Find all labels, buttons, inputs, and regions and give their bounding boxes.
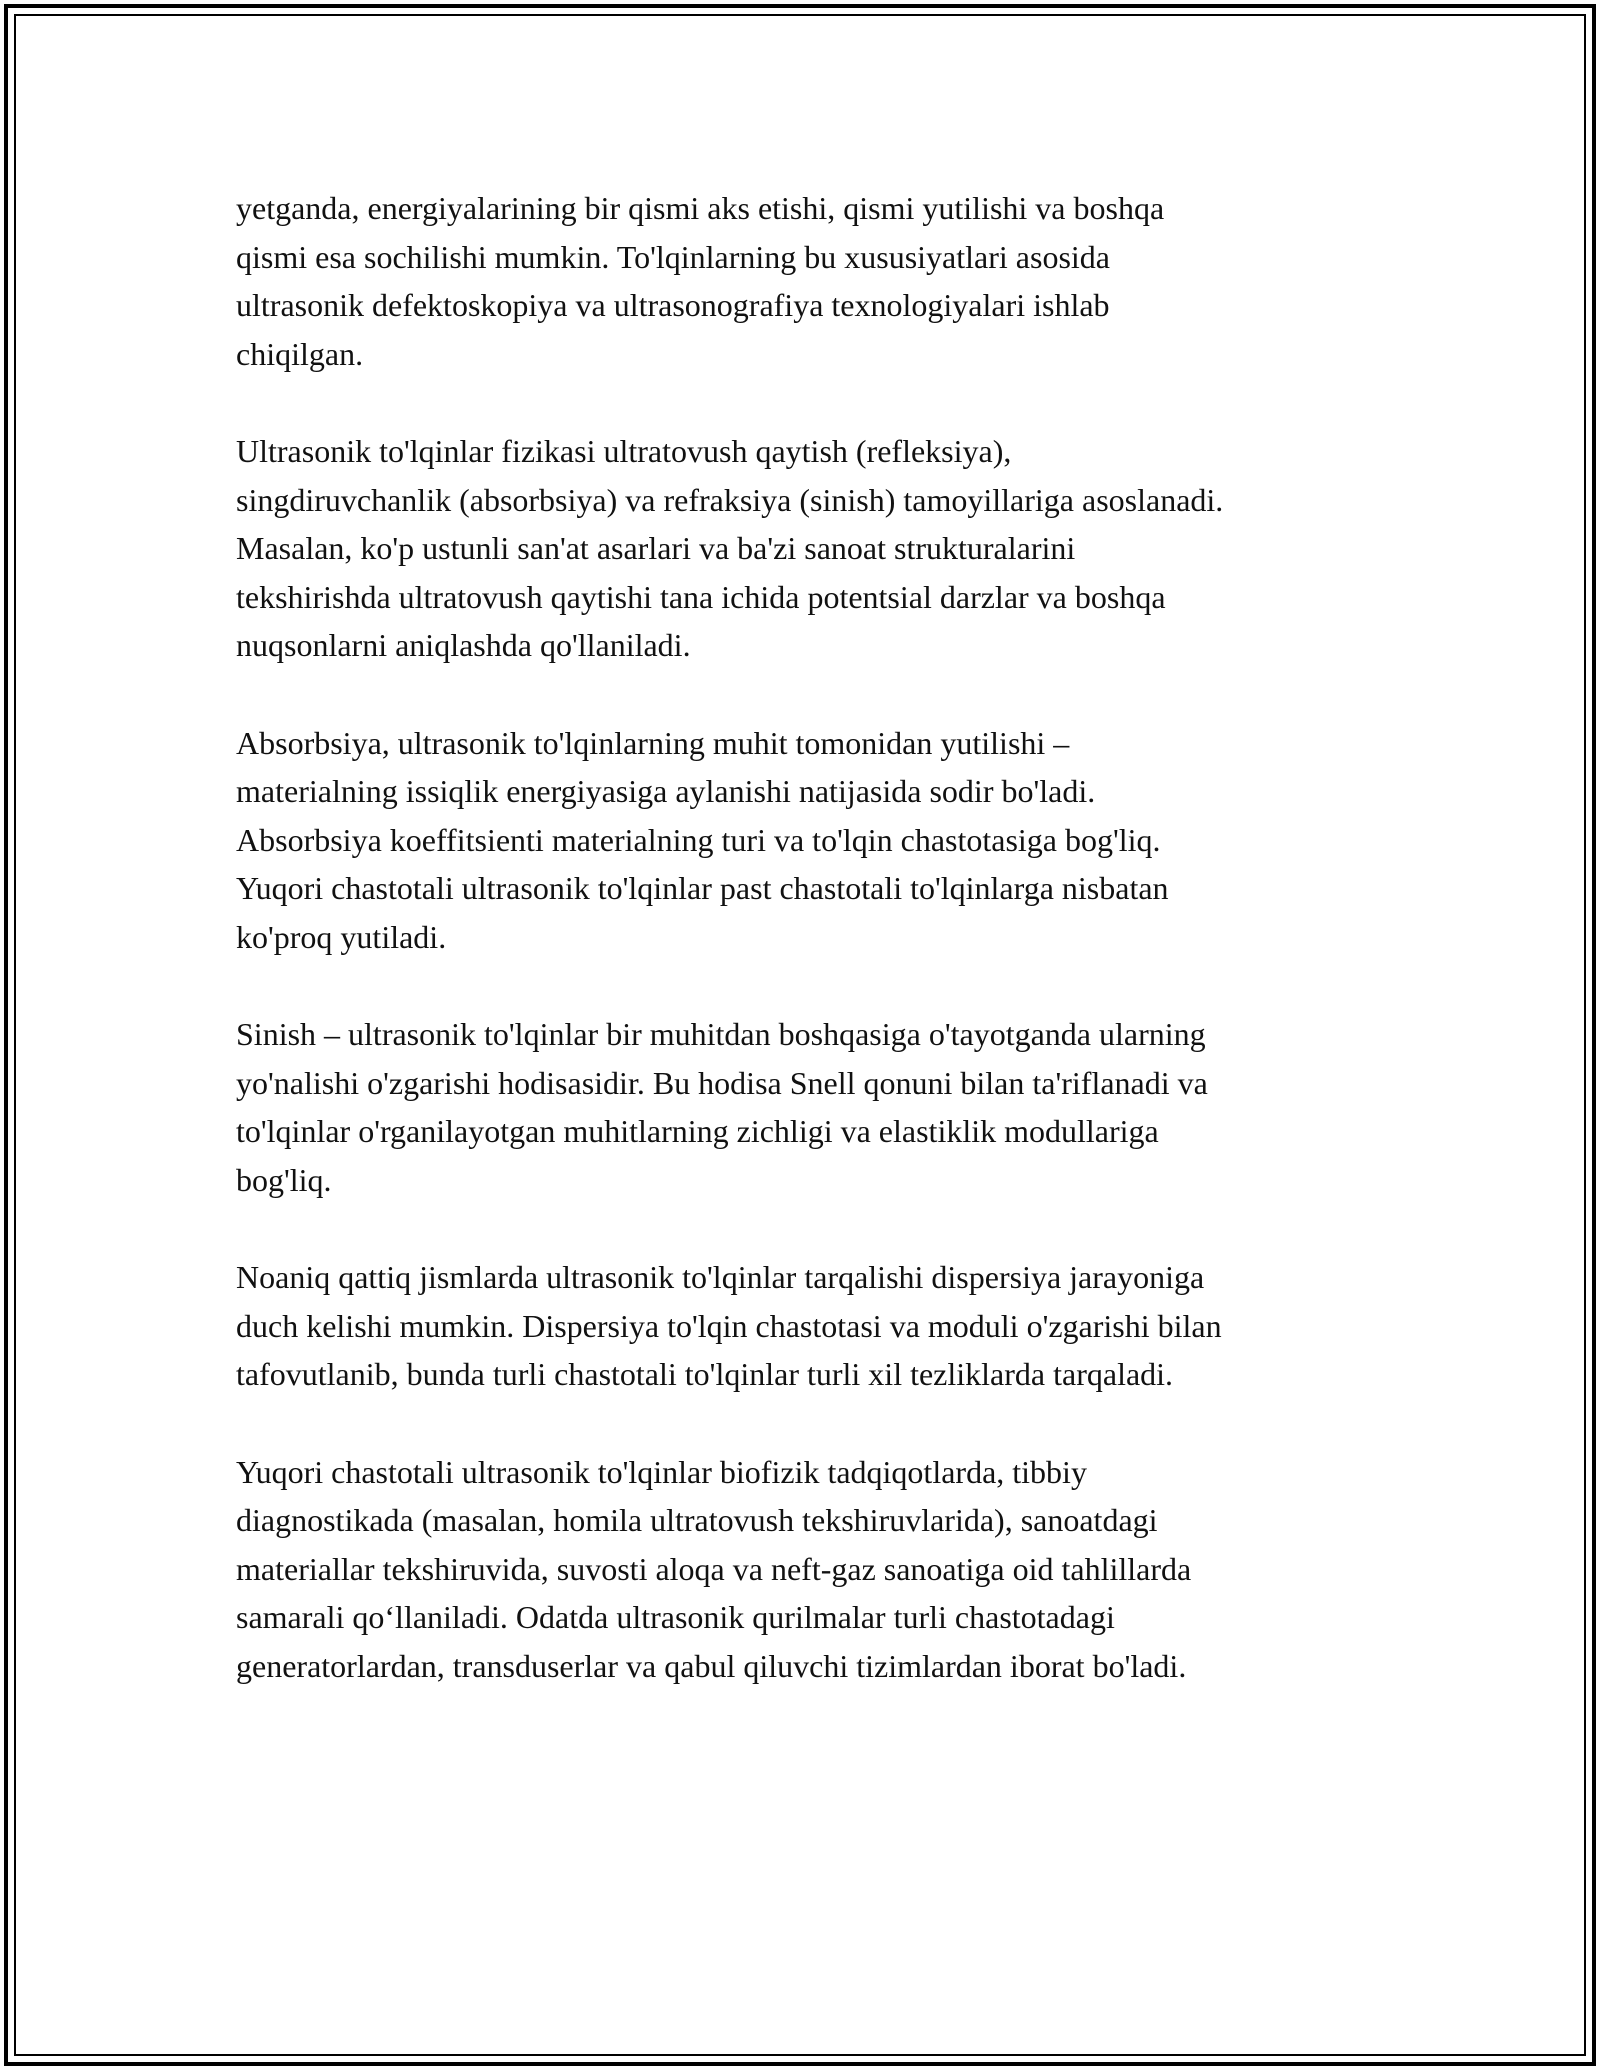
text-line: materiallar tekshiruvida, suvosti aloqa va neft-gaz sanoatiga oid tahlillarda (236, 1550, 1192, 1587)
text-line: Noaniq qattiq jismlarda ultrasonik to'lqinlar tarqalishi dispersiya jarayoniga (236, 1259, 1205, 1295)
text-line: duch kelishi mumkin. Dispersiya to'lqin chastotasi va moduli o'zgarishi bilan (236, 1307, 1222, 1344)
text-line: to'lqinlar o'rganilayotgan muhitlarning zichligi va elastiklik modullariga (236, 1113, 1159, 1149)
text-line: Sinish – ultrasonik to'lqinlar bir muhitdan boshqasiga o'tayotganda ularning (236, 1016, 1206, 1052)
text-line: Yuqori chastotali ultrasonik to'lqinlar biofizik tadqiqotlarda, tibbiy (236, 1453, 1087, 1490)
text-line: qismi esa sochilishi mumkin. To'lqinlarning bu xususiyatlari asosida (236, 238, 1110, 275)
text-line: samarali qo‘llaniladi. Odatda ultrasonik qurilmalar turli chastotadagi (236, 1599, 1115, 1635)
text-line: ko'proq yutiladi. (236, 918, 447, 955)
text-line: nuqsonlarni aniqlashda qo'llaniladi. (236, 627, 691, 663)
paragraph-applications (236, 1448, 1386, 1691)
text-line: chiqilgan. (236, 335, 364, 372)
text-line: yo'nalishi o'zgarishi hodisasidir. Bu hodisa Snell qonuni bilan ta'riflanadi va (236, 1064, 1208, 1101)
paragraph-refraction (236, 1010, 1386, 1204)
text-line: yetganda, energiyalarining bir qismi aks etishi, qismi yutilishi va boshqa (236, 190, 1165, 226)
paragraph-dispersion (236, 1253, 1386, 1399)
text-line: ultrasonik defektoskopiya va ultrasonografiya texnologiyalari ishlab (236, 287, 1110, 323)
text-line: Masalan, ko'p ustunli san'at asarlari va ba'zi sanoat strukturalarini (236, 530, 1076, 566)
text-line: Absorbsiya koeffitsienti materialning turi va to'lqin chastotasiga bog'liq. (236, 821, 1161, 858)
paragraph-absorption (236, 719, 1386, 962)
document-body (236, 184, 1386, 1739)
text-line: bog'liq. (236, 1161, 332, 1198)
text-line: Yuqori chastotali ultrasonik to'lqinlar past chastotali to'lqinlarga nisbatan (236, 870, 1169, 906)
paragraph-physics (236, 427, 1386, 670)
text-line: tafovutlanib, bunda turli chastotali to'lqinlar turli xil tezliklarda tarqaladi. (236, 1356, 1174, 1392)
text-line: diagnostikada (masalan, homila ultratovush tekshiruvlarida), sanoatdagi (236, 1502, 1158, 1538)
text-line: tekshirishda ultratovush qaytishi tana ichida potentsial darzlar va boshqa (236, 578, 1166, 615)
paragraph-reflection-intro (236, 184, 1386, 378)
text-line: materialning issiqlik energiyasiga aylanishi natijasida sodir bo'ladi. (236, 773, 1096, 809)
text-line: generatorlardan, transduserlar va qabul qiluvchi tizimlardan iborat bo'ladi. (236, 1647, 1187, 1684)
text-line: singdiruvchanlik (absorbsiya) va refraksiya (sinish) tamoyillariga asoslanadi. (236, 481, 1224, 518)
text-line: Absorbsiya, ultrasonik to'lqinlarning muhit tomonidan yutilishi – (236, 724, 1070, 761)
text-line: Ultrasonik to'lqinlar fizikasi ultratovush qaytish (refleksiya), (236, 433, 1012, 469)
